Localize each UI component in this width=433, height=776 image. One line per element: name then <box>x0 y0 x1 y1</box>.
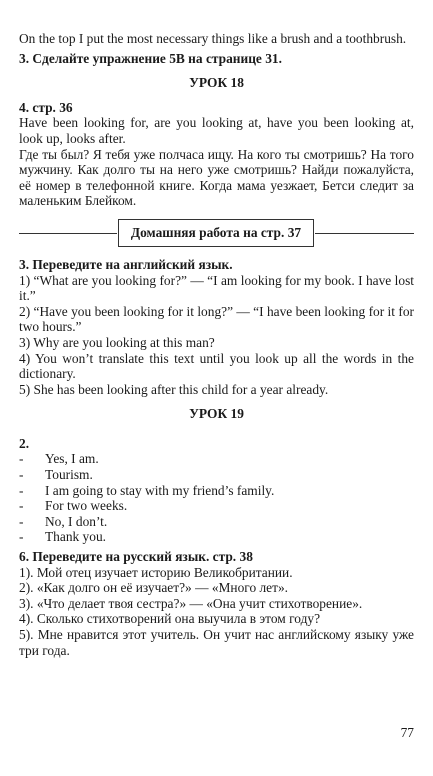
dash-marker: - <box>19 467 24 483</box>
divider-line-left <box>19 233 117 234</box>
exercise-3-item: 5) She has been looking after this child for a year already. <box>19 381 329 397</box>
list-item: - I am going to stay with my friend’s family. <box>19 482 275 498</box>
exercise-6-item: 5). Мне нравится этот учитель. Он учит нас английскому языку уже три года. <box>19 627 414 658</box>
dash-marker: - <box>19 451 24 467</box>
exercise-4-russian: Где ты был? Я тебя уже полчаса ищу. На кого ты смотришь? На того мужчину. Как долго ты на него уже смотришь? Найди пожалуйста, её номер в телефонной книге. Когда мама уезжает, Бетси следит за маленьким Блейком. <box>19 146 414 209</box>
exercise-2-list <box>19 451 414 545</box>
exercise-3-item: 1) “What are you looking for?” — “I am looking for my book. I have lost it.” <box>19 272 414 304</box>
homework-box: Домашняя работа на стр. 37 <box>118 219 314 247</box>
homework-divider <box>19 219 414 249</box>
exercise-3-top-heading: 3. Сделайте упражнение 5B на странице 31. <box>19 50 282 66</box>
page-number: 77 <box>400 725 414 740</box>
list-item: - For two weeks. <box>19 498 128 514</box>
list-item: - No, I don’t. <box>19 513 108 529</box>
list-item: - Tourism. <box>19 467 93 483</box>
page-content <box>19 31 414 658</box>
exercise-3-item: 4) You won’t translate this text until you look up all the words in the dictionary. <box>19 350 414 382</box>
intro-paragraph: On the top I put the most necessary things like a brush and a toothbrush. <box>19 31 407 46</box>
exercise-6-item: 2). «Как долго он её изучает?» — «Много лет». <box>19 580 289 596</box>
dash-marker: - <box>19 529 24 545</box>
exercise-6-item: 3). «Что делает твоя сестра?» — «Она учит стихотворение». <box>19 595 363 611</box>
lesson-18-heading: УРОК 18 <box>189 75 244 91</box>
list-item: - Yes, I am. <box>19 451 99 467</box>
exercise-6-item: 1). Мой отец изучает историю Великобритании. <box>19 564 293 580</box>
divider-line-right <box>315 233 414 234</box>
lesson-19-heading: УРОК 19 <box>189 406 244 422</box>
exercise-4-heading: 4. стр. 36 <box>19 99 73 115</box>
exercise-3-item: 3) Why are you looking at this man? <box>19 334 215 350</box>
list-item: - Thank you. <box>19 529 106 545</box>
exercise-4-english: Have been looking for, are you looking at, have you been looking at, look up, looks after. <box>19 115 414 146</box>
exercise-3-item: 2) “Have you been looking for it long?” — “I have been looking for it for two hours.” <box>19 303 414 335</box>
exercise-6-heading: 6. Переведите на русский язык. стр. 38 <box>19 549 253 565</box>
dash-marker: - <box>19 513 24 529</box>
exercise-2-heading: 2. <box>19 435 30 451</box>
dash-marker: - <box>19 498 24 514</box>
dash-marker: - <box>19 482 24 498</box>
exercise-3-heading: 3. Переведите на английский язык. <box>19 256 233 272</box>
exercise-6-item: 4). Сколько стихотворений она выучила в этом году? <box>19 611 321 627</box>
